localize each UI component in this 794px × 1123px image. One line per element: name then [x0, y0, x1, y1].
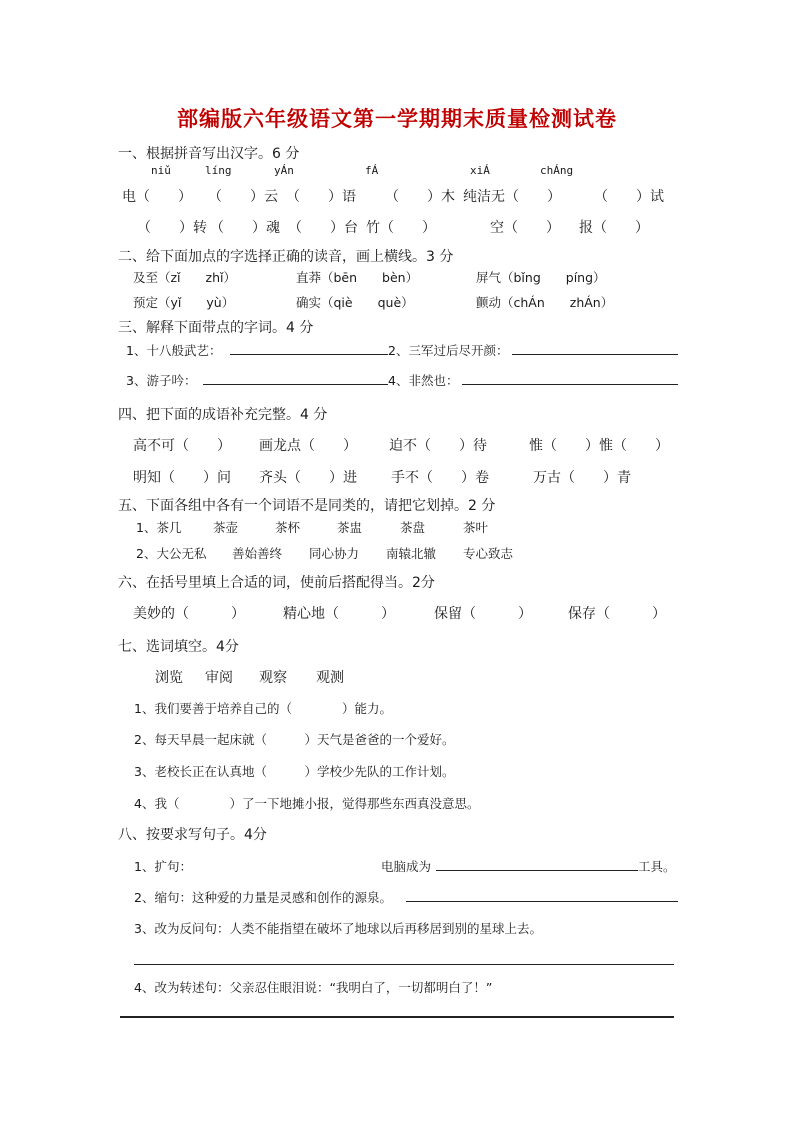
reading-choice: 及至（zǐ zhǐ）	[133, 270, 236, 285]
question-text: 3、改为反问句：人类不能指望在破坏了地球以后再移居到别的星球上去。	[134, 921, 542, 936]
blank-item: 电（ ）	[122, 189, 192, 205]
word-item[interactable]: 南辕北辙	[386, 546, 437, 561]
blank-item: （ ）转	[137, 220, 207, 236]
answer-line[interactable]	[462, 384, 678, 385]
section-1-heading: 一、根据拼音写出汉字。6 分	[118, 146, 300, 162]
reading-choice: 确实（qiè què）	[296, 295, 414, 310]
idiom-item: 明知（ ）问	[133, 470, 231, 486]
page-title: 部编版六年级语文第一学期期末质量检测试卷	[177, 106, 617, 131]
question-text: 2、缩句：这种爱的力量是灵感和创作的源泉。	[134, 890, 392, 905]
pinyin-4: fÁ	[365, 164, 379, 177]
question-text: 4、我（ ）了一下地摊小报，觉得那些东西真没意思。	[134, 796, 480, 811]
pinyin-5: xiÁ	[470, 164, 490, 177]
reading-choice: 直莽（bēn bèn）	[296, 270, 419, 285]
pinyin-3: yÁn	[274, 164, 294, 177]
question-label: 1、扩句：	[134, 859, 192, 874]
blank-item: （ ）台	[288, 220, 358, 236]
section-5-heading: 五、下面各组中各有一个词语不是同类的，请把它划掉。2 分	[118, 498, 496, 514]
answer-line[interactable]	[512, 354, 678, 355]
pinyin-6: chÁng	[540, 164, 574, 177]
idiom-item: 画龙点（ ）	[259, 438, 357, 454]
section-6-heading: 六、在括号里填上合适的词，使前后搭配得当。2分	[118, 575, 435, 591]
question-label: 2、三军过后尽开颜：	[388, 343, 509, 358]
word-item[interactable]: 茶盘	[400, 520, 426, 535]
question-text: 3、老校长正在认真地（ ）学校少先队的工作计划。	[134, 764, 455, 779]
blank-item: （ ）木	[385, 189, 455, 205]
question-text: 电脑成为	[381, 859, 432, 874]
section-7-heading: 七、选词填空。4分	[118, 639, 239, 655]
section-3-heading: 三、解释下面带点的字词。4 分	[118, 320, 314, 336]
word-item[interactable]: 善始善终	[232, 546, 283, 561]
question-label: 4、非然也：	[388, 373, 459, 388]
blank-item: （ ）云	[208, 189, 278, 205]
word-option: 观测	[316, 670, 344, 686]
word-item[interactable]: 专心致志	[463, 546, 514, 561]
blank-item: （ ）魂	[210, 220, 280, 236]
word-option: 观察	[259, 670, 287, 686]
blank-item: 竹（ ）	[366, 220, 436, 236]
answer-line[interactable]	[120, 1016, 674, 1018]
question-text: 工具。	[638, 859, 676, 874]
answer-line[interactable]	[436, 870, 638, 871]
blank-item: （ ）语	[286, 189, 356, 205]
word-option: 浏览	[155, 670, 183, 686]
blank-item: （ ）试	[594, 189, 664, 205]
answer-line[interactable]	[134, 964, 674, 965]
word-item[interactable]: 茶叶	[463, 520, 489, 535]
answer-line[interactable]	[203, 384, 388, 385]
idiom-item: 惟（ ）惟（ ）	[529, 438, 669, 454]
idiom-item: 万古（ ）青	[533, 470, 631, 486]
word-item[interactable]: 茶壶	[213, 520, 239, 535]
blank-item: 报（ ）	[579, 220, 649, 236]
reading-choice: 屏气（bǐng píng）	[476, 270, 606, 285]
fill-item: 美妙的（ ）	[133, 606, 245, 622]
idiom-item: 迫不（ ）待	[389, 438, 487, 454]
fill-item: 保存（ ）	[568, 606, 666, 622]
question-text: 1、我们要善于培养自己的（ ）能力。	[134, 701, 392, 716]
word-item[interactable]: 同心协力	[309, 546, 360, 561]
pinyin-1: niǔ	[151, 164, 171, 177]
section-2-heading: 二、给下面加点的字选择正确的读音，画上横线。3 分	[118, 249, 454, 265]
question-text: 4、改为转述句：父亲忍住眼泪说：“我明白了，一切都明白了！”	[134, 980, 493, 995]
word-item[interactable]: 1、茶几	[136, 520, 182, 535]
blank-item: 空（ ）	[490, 220, 560, 236]
reading-choice: 预定（yǐ yù）	[133, 295, 235, 310]
idiom-item: 高不可（ ）	[133, 438, 231, 454]
answer-line[interactable]	[230, 354, 388, 355]
question-label: 1、十八般武艺：	[126, 343, 222, 358]
word-item[interactable]: 2、大公无私	[136, 546, 207, 561]
fill-item: 保留（ ）	[434, 606, 532, 622]
section-4-heading: 四、把下面的成语补充完整。4 分	[118, 407, 328, 423]
idiom-item: 手不（ ）卷	[391, 470, 489, 486]
word-item[interactable]: 茶盅	[337, 520, 363, 535]
word-item[interactable]: 茶杯	[275, 520, 301, 535]
question-label: 3、游子吟：	[126, 373, 197, 388]
blank-item: 纯洁无（ ）	[463, 189, 561, 205]
question-text: 2、每天早晨一起床就（ ）天气是爸爸的一个爱好。	[134, 732, 455, 747]
section-8-heading: 八、按要求写句子。4分	[118, 827, 267, 843]
fill-item: 精心地（ ）	[283, 606, 395, 622]
answer-line[interactable]	[406, 901, 678, 902]
pinyin-2: líng	[205, 164, 232, 177]
idiom-item: 齐头（ ）进	[259, 470, 357, 486]
word-option: 审阅	[205, 670, 233, 686]
reading-choice: 颤动（chÁn zhÁn）	[476, 295, 614, 310]
